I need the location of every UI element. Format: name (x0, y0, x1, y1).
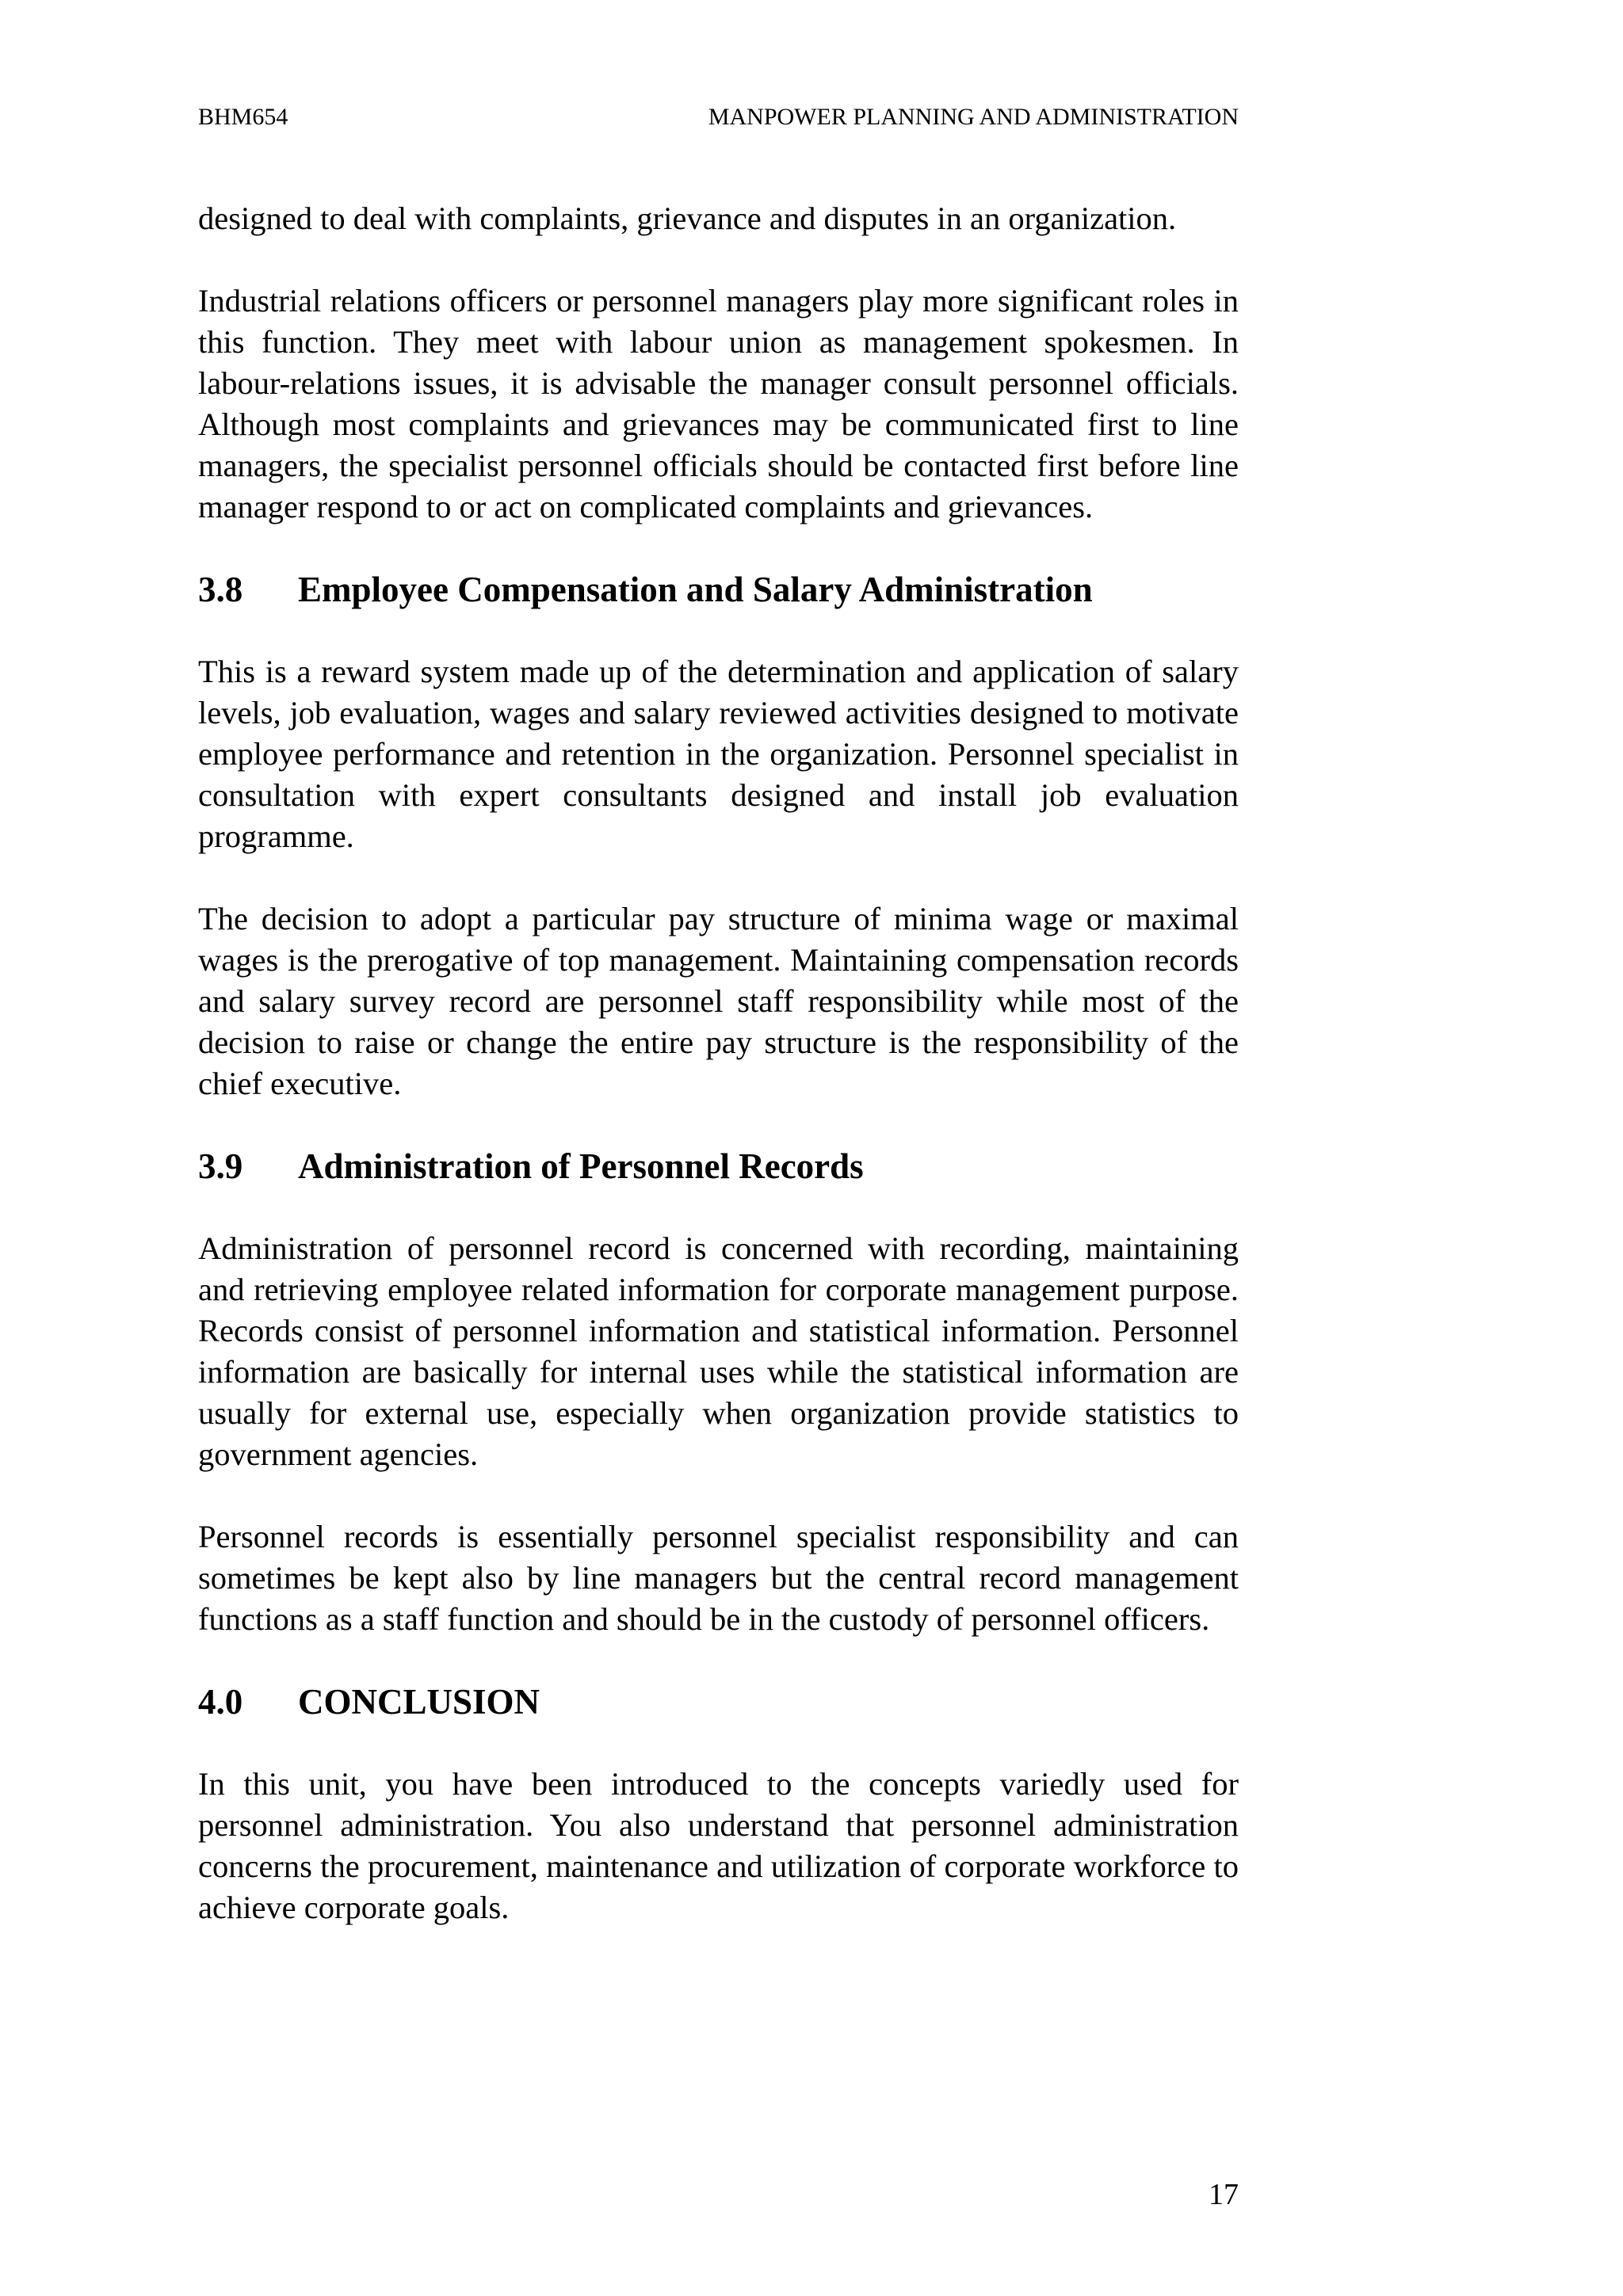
course-code: BHM654 (198, 104, 288, 130)
section-title: CONCLUSION (298, 1682, 540, 1722)
intro-paragraph-1: designed to deal with complaints, grievance and disputes in an organization. (198, 200, 1177, 236)
section-3-8-paragraph-2: The decision to adopt a particular pay structure of minima wage or maximal wages is the prerogative of top management. Maintaining compensation records and salary survey record are personnel staff responsibility while most of the decision to raise or change the entire pay structure is the responsibility of the chief executive. (198, 901, 1239, 1101)
section-3-9-paragraph-2: Personnel records is essentially personnel specialist responsibility and can sometimes be kept also by line managers but the central record management functions as a staff function and should be in the custody of personnel officers. (198, 1519, 1239, 1637)
running-header (198, 101, 1239, 133)
section-heading-3-8 (198, 569, 1239, 610)
course-title: MANPOWER PLANNING AND ADMINISTRATION (708, 104, 1239, 130)
section-number: 4.0 (198, 1682, 243, 1722)
page-number: 17 (1209, 2178, 1239, 2211)
page-content (198, 198, 1239, 1928)
section-number: 3.8 (198, 570, 243, 609)
section-3-8-paragraph-1: This is a reward system made up of the determination and application of salary levels, job evaluation, wages and salary reviewed activities designed to motivate employee performance and retention in the organization. Personnel specialist in consultation with expert consultants designed and install job evaluation programme. (198, 654, 1239, 854)
conclusion-paragraph: In this unit, you have been introduced to the concepts variedly used for personnel administration. You also understand that personnel administration concerns the procurement, maintenance and utilization of corporate workforce to achieve corporate goals. (198, 1766, 1239, 1925)
intro-paragraph-2: Industrial relations officers or personnel managers play more significant roles in this function. They meet with labour union as management spokesmen. In labour-relations issues, it is advisable the manager consult personnel officials. Although most complaints and grievances may be communicated first to line managers, the specialist personnel officials should be contacted first before line manager respond to or act on complicated complaints and grievances. (198, 283, 1239, 524)
section-heading-4-0 (198, 1681, 1239, 1722)
section-title: Administration of Personnel Records (298, 1146, 864, 1186)
section-number: 3.9 (198, 1146, 243, 1186)
section-title: Employee Compensation and Salary Administration (298, 570, 1093, 609)
section-heading-3-9 (198, 1146, 1239, 1187)
section-3-9-paragraph-1: Administration of personnel record is concerned with recording, maintaining and retrieving employee related information for corporate management purpose. Records consist of personnel information and statistical information. Personnel information are basically for internal uses while the statistical information are usually for external use, especially when organization provide statistics to government agencies. (198, 1230, 1239, 1472)
